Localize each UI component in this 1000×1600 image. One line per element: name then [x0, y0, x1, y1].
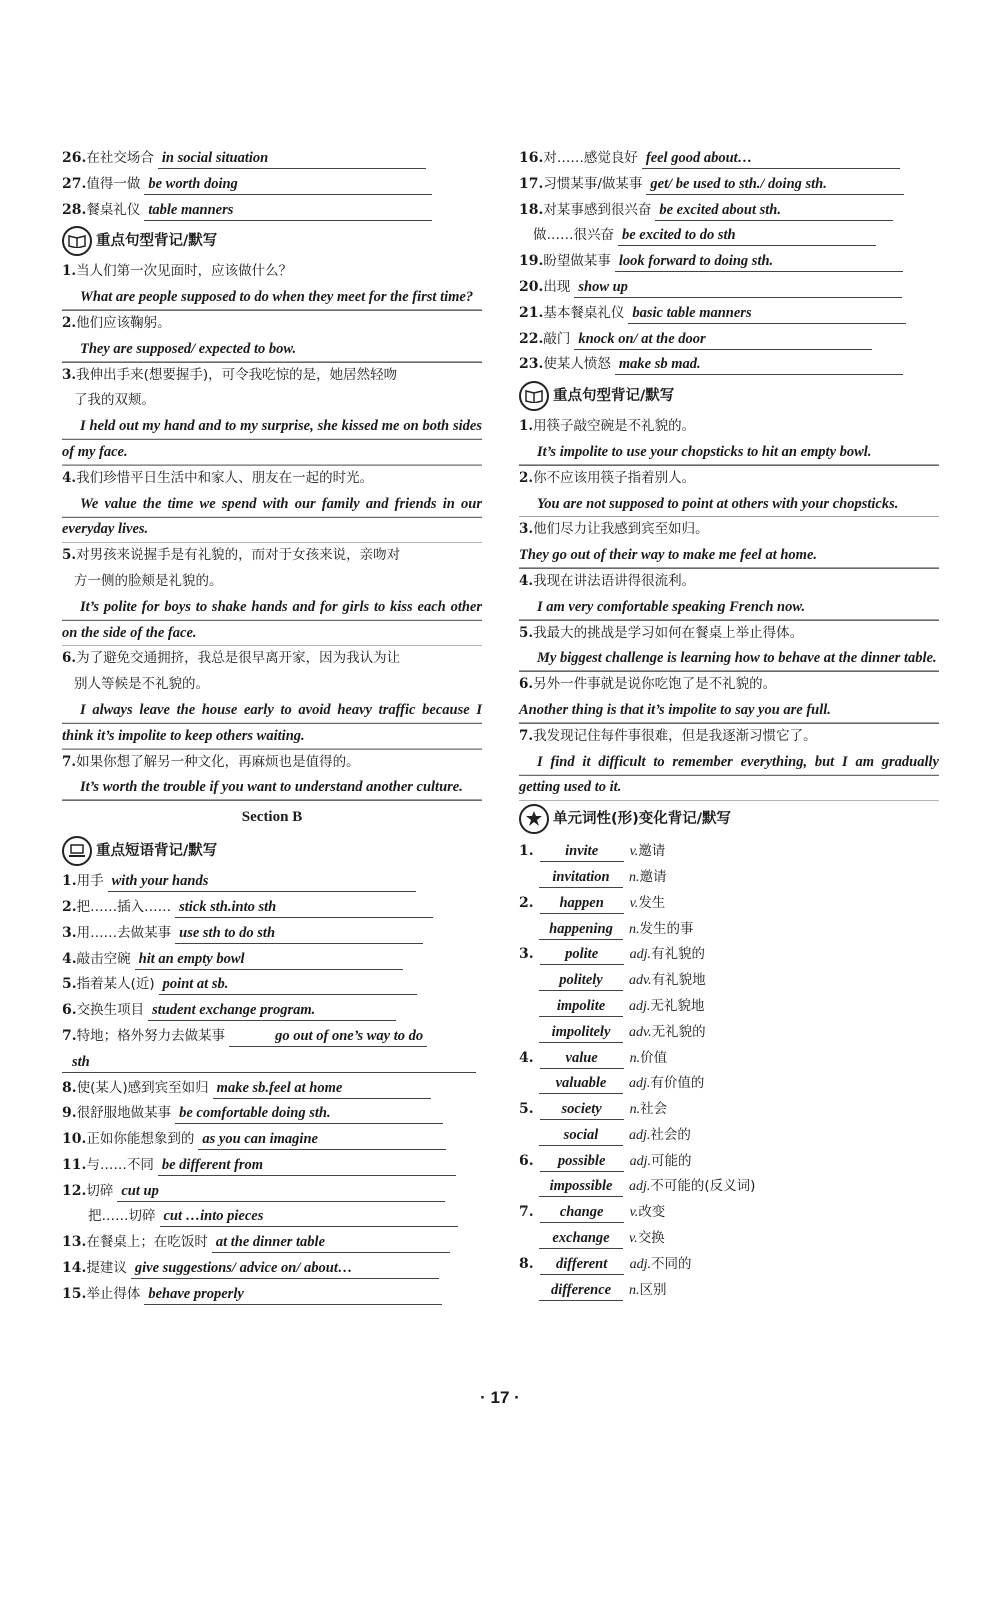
phrase-cn: 对某事感到很兴奋 — [543, 201, 652, 218]
item-number: 4. — [519, 1049, 534, 1066]
sentence-answer: They are supposed/ expected to bow. — [62, 337, 482, 363]
phrase-cn: 做……很兴奋 — [533, 227, 614, 244]
phrase-cn: 在餐桌上；在吃饭时 — [86, 1234, 208, 1251]
phrase-answer: go out of one’s way to do — [229, 1027, 427, 1047]
item-number: 3. — [62, 924, 77, 941]
phrase-line — [62, 1230, 482, 1256]
phrase-cn: 敲击空碗 — [76, 950, 131, 967]
phrase-answer: cut up — [117, 1182, 445, 1202]
sentence-cn — [62, 311, 482, 337]
phrase-line — [519, 223, 939, 249]
item-number: 6. — [519, 1152, 534, 1169]
wordform-line — [519, 994, 939, 1020]
sentence-cn-line: 我最大的挑战是学习如何在餐桌上举止得体。 — [533, 624, 804, 641]
section-b-title: Section B — [241, 809, 303, 826]
star-burst-icon — [519, 804, 549, 834]
phrases-b-list — [62, 869, 482, 1308]
sentence-answer: I always leave the house early to avoid heavy traffic because I think it’s impolite to keep others waiting. — [62, 698, 482, 750]
wordform-line — [519, 1071, 939, 1097]
phrase-answer: cut …into pieces — [160, 1207, 458, 1227]
sentence-answer: What are people supposed to do when they meet for the first time? — [62, 285, 482, 311]
part-of-speech: v. — [629, 1231, 638, 1247]
sentence-answer: They go out of their way to make me feel at home. — [519, 543, 939, 569]
sentence-cn-line: 为了避免交通拥挤，我总是很早离开家，因为我认为让 — [76, 650, 401, 667]
wordform-cn: 改变 — [638, 1204, 666, 1221]
book-icon — [519, 381, 549, 411]
phrase-cn: 使(某人)感到宾至如归 — [76, 1079, 209, 1096]
phrase-line — [62, 146, 482, 172]
item-number: 12. — [62, 1182, 87, 1199]
phrase-cn: 盼望做某事 — [543, 253, 611, 270]
wordform-cn: 有价值的 — [650, 1075, 705, 1092]
phrases-a-list — [62, 146, 482, 223]
item-number: 27. — [62, 175, 87, 192]
item-number: 3. — [62, 366, 77, 383]
item-number: 19. — [519, 253, 544, 270]
item-number: 11. — [62, 1156, 87, 1173]
phrase-cn: 对……感觉良好 — [543, 150, 638, 166]
wordforms-heading — [519, 801, 939, 837]
phrase-line — [62, 947, 482, 973]
part-of-speech: n. — [629, 1282, 640, 1298]
wordform-line — [519, 839, 939, 865]
wordform-cn: 发生 — [638, 894, 666, 911]
sentence-item — [62, 311, 482, 363]
phrase-line — [62, 998, 482, 1024]
phrase-answer-cont: sth — [62, 1053, 476, 1073]
phrase-cn: 正如你能想象到的 — [86, 1131, 195, 1148]
phrase-cn: 与……不同 — [86, 1156, 154, 1173]
sentence-answer: It’s worth the trouble if you want to understand another culture. — [62, 775, 482, 801]
part-of-speech: adv. — [629, 973, 652, 989]
part-of-speech: adj. — [629, 1127, 651, 1143]
phrases-right-list — [519, 146, 939, 378]
phrase-answer: be excited to do sth — [618, 226, 876, 246]
sentence-cn — [62, 363, 482, 389]
sentence-cn-cont: 了我的双颊。 — [74, 392, 155, 409]
sentence-item — [62, 363, 482, 466]
wordform-answer: difference — [539, 1281, 623, 1301]
item-number: 2. — [519, 469, 534, 486]
item-number: 1. — [519, 843, 534, 860]
wordforms-list — [519, 839, 939, 1303]
wordform-line — [519, 1278, 939, 1304]
sentence-item — [519, 414, 939, 466]
wordform-cn: 邀请 — [639, 868, 667, 885]
phrase-answer: be excited about sth. — [655, 201, 893, 221]
phrase-cn: 值得一做 — [86, 175, 141, 192]
item-number: 2. — [519, 894, 534, 911]
sentence-answer: Another thing is that it’s impolite to say you are full. — [519, 698, 939, 724]
sentence-cn — [62, 466, 482, 492]
part-of-speech: n. — [629, 869, 640, 885]
wordform-line — [519, 1097, 939, 1123]
sentences-right-list — [519, 414, 939, 801]
sentence-item — [62, 466, 482, 543]
item-number: 7. — [62, 1027, 77, 1044]
wordform-answer: impolitely — [539, 1023, 623, 1043]
phrase-answer: be comfortable doing sth. — [175, 1104, 443, 1124]
phrase-cn: 很舒服地做某事 — [76, 1105, 172, 1122]
item-number: 5. — [519, 624, 534, 641]
page-number: · 17 · — [480, 1388, 520, 1407]
wordform-answer: invitation — [539, 868, 623, 888]
phrase-cn: 交换生项目 — [76, 1002, 145, 1019]
wordform-answer: value — [540, 1049, 624, 1069]
part-of-speech: n. — [629, 1050, 641, 1066]
sentence-cn — [62, 646, 482, 672]
phrase-cn: 特地；格外努力去做某事 — [76, 1027, 226, 1044]
phrase-answer: behave properly — [144, 1285, 442, 1305]
item-number: 16. — [519, 150, 544, 166]
wordform-answer: exchange — [539, 1229, 623, 1249]
phrase-line — [519, 198, 939, 224]
wordform-answer: politely — [539, 971, 623, 991]
sentence-cn-line: 另外一件事就是说你吃饱了是不礼貌的。 — [533, 676, 777, 693]
phrase-cn: 出现 — [543, 278, 571, 295]
wordform-cn: 无礼貌的 — [651, 1023, 706, 1040]
item-number: 15. — [62, 1285, 87, 1302]
wordform-line — [519, 891, 939, 917]
section-heading-text: 重点短语背记/默写 — [96, 843, 218, 860]
wordform-line — [519, 1123, 939, 1149]
phrase-line — [519, 275, 939, 301]
phrase-answer: make sb.feel at home — [213, 1079, 431, 1099]
wordform-answer: valuable — [539, 1074, 623, 1094]
item-number: 22. — [519, 330, 544, 347]
phrase-answer: hit an empty bowl — [135, 950, 403, 970]
phrase-answer: use sth to do sth — [175, 924, 423, 944]
wordform-answer: impolite — [539, 997, 623, 1017]
part-of-speech: adj. — [629, 1153, 652, 1169]
left-column — [62, 146, 482, 1308]
phrase-answer: give suggestions/ advice on/ about… — [131, 1259, 439, 1279]
phrase-answer: be different from — [158, 1156, 456, 1176]
item-number: 20. — [519, 278, 544, 295]
phrase-line — [62, 1076, 482, 1102]
wordform-cn: 不可能的(反义词) — [650, 1178, 756, 1195]
part-of-speech: n. — [629, 1102, 641, 1118]
phrase-answer: stick sth.into sth — [175, 898, 433, 918]
phrases-heading — [62, 833, 482, 869]
sentence-cn-line: 你不应该用筷子指着别人。 — [533, 469, 696, 486]
item-number: 17. — [519, 175, 544, 192]
item-number: 7. — [519, 727, 534, 744]
sentence-cn — [62, 750, 482, 776]
wordform-line — [519, 968, 939, 994]
phrase-cn: 切碎 — [86, 1182, 114, 1199]
wordform-cn: 有礼貌的 — [651, 946, 706, 963]
sentence-cn — [62, 543, 482, 569]
item-number: 4. — [519, 572, 534, 589]
part-of-speech: adj. — [629, 1179, 651, 1195]
wordform-line — [519, 1149, 939, 1175]
item-number: 4. — [62, 469, 77, 486]
wordform-cn: 不同的 — [651, 1255, 692, 1272]
phrase-answer: feel good about… — [642, 149, 900, 169]
wordform-line — [519, 942, 939, 968]
section-heading-text: 重点句型背记/默写 — [96, 233, 218, 250]
wordform-answer: possible — [540, 1152, 624, 1172]
item-number: 9. — [62, 1105, 77, 1122]
wordform-answer: society — [540, 1100, 624, 1120]
book-icon — [62, 226, 92, 256]
phrase-answer: student exchange program. — [148, 1001, 396, 1021]
item-number: 7. — [62, 753, 77, 770]
phrase-line — [519, 327, 939, 353]
item-number: 3. — [519, 946, 534, 963]
sentence-answer: It’s impolite to use your chopsticks to hit an empty bowl. — [519, 440, 939, 466]
wordform-cn: 交换 — [637, 1230, 665, 1247]
sentence-cn — [62, 259, 482, 285]
item-number: 5. — [519, 1101, 534, 1118]
item-number: 14. — [62, 1260, 87, 1277]
sentence-cn-line: 他们应该鞠躬。 — [76, 314, 171, 331]
item-number: 4. — [62, 950, 77, 967]
phrase-cn: 指着某人(近) — [76, 976, 155, 993]
phrase-line — [519, 172, 939, 198]
part-of-speech: adj. — [629, 998, 651, 1014]
sentence-answer: We value the time we spend with our family and friends in our everyday lives. — [62, 492, 482, 544]
sentences-left-list — [62, 259, 482, 801]
phrase-answer: at the dinner table — [212, 1233, 450, 1253]
sentence-item — [62, 750, 482, 802]
item-number: 6. — [62, 650, 77, 667]
part-of-speech: adj. — [629, 1256, 652, 1272]
phrase-cn: 使某人愤怒 — [543, 356, 611, 373]
phrase-answer: make sb mad. — [615, 355, 903, 375]
wordform-line — [519, 1020, 939, 1046]
item-number: 2. — [62, 314, 77, 331]
phrase-answer: basic table manners — [628, 304, 906, 324]
sentences-heading-right — [519, 378, 939, 414]
sentence-cn — [519, 517, 939, 543]
phrase-cn: 餐桌礼仪 — [86, 201, 141, 218]
phrase-answer: table manners — [144, 201, 432, 221]
phrase-cn: 把……插入…… — [76, 898, 172, 915]
phrase-line — [62, 972, 482, 998]
right-column — [519, 146, 939, 1303]
phrase-line-cont — [62, 1050, 482, 1076]
sentence-cn-line: 用筷子敲空碗是不礼貌的。 — [533, 418, 696, 435]
phrase-line — [62, 1179, 482, 1205]
item-number: 18. — [519, 201, 544, 218]
sentence-cn-line: 如果你想了解另一种文化，再麻烦也是值得的。 — [76, 753, 360, 770]
wordform-line — [519, 865, 939, 891]
wordform-answer: polite — [540, 945, 624, 965]
sentence-answer: I held out my hand and to my surprise, she kissed me on both sides of my face. — [62, 414, 482, 466]
sentence-cn — [519, 414, 939, 440]
sentence-cn — [519, 569, 939, 595]
wordform-cn: 可能的 — [651, 1152, 692, 1169]
phrase-answer: in social situation — [158, 149, 426, 169]
wordform-cn: 邀请 — [638, 843, 666, 860]
phrase-line — [62, 1256, 482, 1282]
phrase-answer: get/ be used to sth./ doing sth. — [646, 175, 904, 195]
sentence-cn-cont: 方一侧的脸颊是礼貌的。 — [74, 572, 223, 589]
item-number: 1. — [62, 873, 77, 890]
phrase-cn: 用手 — [76, 873, 104, 890]
item-number: 13. — [62, 1234, 87, 1251]
phrase-line — [62, 1282, 482, 1308]
phrase-cn: 敲门 — [543, 330, 571, 347]
wordform-cn: 有礼貌地 — [651, 972, 706, 989]
sentence-cn-line: 我伸出手来(想要握手)，可令我吃惊的是，她居然轻吻 — [76, 366, 398, 383]
wordform-answer: change — [540, 1203, 624, 1223]
phrase-line — [519, 249, 939, 275]
laptop-icon — [62, 836, 92, 866]
wordform-line — [519, 1252, 939, 1278]
wordform-cn: 区别 — [639, 1281, 667, 1298]
phrase-cn: 在社交场合 — [86, 150, 154, 166]
section-heading-text: 重点句型背记/默写 — [553, 388, 675, 405]
wordform-answer: social — [539, 1126, 623, 1146]
item-number: 3. — [519, 521, 534, 538]
phrase-line — [519, 352, 939, 378]
sentences-heading-left — [62, 223, 482, 259]
phrase-cn: 基本餐桌礼仪 — [543, 304, 625, 321]
sentence-cn-line: 对男孩来说握手是有礼貌的，而对于女孩来说，亲吻对 — [76, 547, 401, 564]
sentence-cn-line: 他们尽力让我感到宾至如归。 — [533, 521, 709, 538]
phrase-answer: look forward to doing sth. — [615, 252, 903, 272]
wordform-cn: 发生的事 — [639, 920, 694, 937]
phrase-answer: show up — [574, 278, 902, 298]
item-number: 1. — [62, 263, 77, 280]
sentence-cn-line: 我发现记住每件事很难，但是我逐渐习惯它了。 — [533, 727, 817, 744]
wordform-line — [519, 1226, 939, 1252]
sentence-cn-cont: 别人等候是不礼貌的。 — [74, 676, 209, 693]
sentence-cn — [519, 672, 939, 698]
item-number: 10. — [62, 1131, 87, 1148]
sentence-item — [519, 466, 939, 518]
sentence-cn-line: 当人们第一次见面时，应该做什么？ — [76, 263, 293, 280]
item-number: 1. — [519, 418, 534, 435]
sentence-answer: I am very comfortable speaking French now. — [519, 595, 939, 621]
sentence-answer: It’s polite for boys to shake hands and for girls to kiss each other on the side of the face. — [62, 595, 482, 647]
sentence-item — [62, 259, 482, 311]
sentence-cn — [519, 621, 939, 647]
sentence-item — [519, 621, 939, 673]
wordform-line — [519, 917, 939, 943]
phrase-cn: 把……切碎 — [88, 1208, 156, 1225]
phrase-line — [519, 146, 939, 172]
sentence-item — [519, 724, 939, 801]
item-number: 5. — [62, 976, 77, 993]
part-of-speech: v. — [629, 844, 639, 860]
phrase-answer: as you can imagine — [198, 1130, 446, 1150]
sentence-item — [62, 646, 482, 749]
part-of-speech: adj. — [629, 947, 652, 963]
sentence-item — [62, 543, 482, 646]
phrase-cn: 提建议 — [86, 1260, 127, 1277]
phrase-line — [62, 1024, 482, 1050]
item-number: 5. — [62, 547, 77, 564]
phrase-line — [62, 921, 482, 947]
sentence-cn — [519, 724, 939, 750]
wordform-answer: different — [540, 1255, 624, 1275]
wordform-line — [519, 1046, 939, 1072]
wordform-answer: invite — [540, 842, 624, 862]
section-heading-text: 单元词性(形)变化背记/默写 — [553, 811, 732, 828]
phrase-answer: point at sb. — [159, 975, 417, 995]
phrase-line — [62, 198, 482, 224]
item-number: 6. — [519, 676, 534, 693]
sentence-answer: My biggest challenge is learning how to behave at the dinner table. — [519, 646, 939, 672]
sentence-item — [519, 569, 939, 621]
wordform-line — [519, 1200, 939, 1226]
sentence-item — [519, 672, 939, 724]
phrase-line — [62, 172, 482, 198]
phrase-line — [62, 1127, 482, 1153]
sentence-item — [519, 517, 939, 569]
wordform-cn: 社会 — [640, 1101, 668, 1118]
phrase-line — [62, 869, 482, 895]
item-number: 6. — [62, 1002, 77, 1019]
item-number: 26. — [62, 150, 87, 166]
wordform-answer: happening — [539, 920, 623, 940]
item-number: 7. — [519, 1204, 534, 1221]
item-number: 28. — [62, 201, 87, 218]
wordform-cn: 社会的 — [650, 1126, 691, 1143]
part-of-speech: adv. — [629, 1024, 652, 1040]
sentence-answer: I find it difficult to remember everything, but I am gradually getting used to it. — [519, 750, 939, 802]
item-number: 8. — [519, 1255, 534, 1272]
phrase-cn: 举止得体 — [86, 1285, 141, 1302]
item-number: 21. — [519, 304, 544, 321]
phrase-line — [62, 1153, 482, 1179]
wordform-cn: 价值 — [640, 1049, 668, 1066]
phrase-answer: with your hands — [108, 872, 416, 892]
item-number: 8. — [62, 1079, 77, 1096]
part-of-speech: n. — [629, 921, 640, 937]
part-of-speech: adj. — [629, 1076, 651, 1092]
part-of-speech: v. — [629, 895, 639, 911]
item-number: 2. — [62, 898, 77, 915]
part-of-speech: v. — [629, 1205, 639, 1221]
phrase-cn: 用……去做某事 — [76, 924, 172, 941]
phrase-answer: knock on/ at the door — [574, 330, 872, 350]
phrase-line — [62, 1204, 482, 1230]
sentence-cn-line: 我们珍惜平日生活中和家人、朋友在一起的时光。 — [76, 469, 374, 486]
sentence-answer: You are not supposed to point at others with your chopsticks. — [519, 492, 939, 518]
wordform-line — [519, 1174, 939, 1200]
phrase-cn: 习惯某事/做某事 — [543, 175, 643, 192]
phrase-line — [519, 301, 939, 327]
phrase-line — [62, 895, 482, 921]
phrase-answer: be worth doing — [144, 175, 432, 195]
sentence-cn-line: 我现在讲法语讲得很流利。 — [533, 572, 696, 589]
wordform-cn: 无礼貌地 — [650, 997, 705, 1014]
wordform-answer: impossible — [539, 1177, 623, 1197]
sentence-cn — [519, 466, 939, 492]
item-number: 23. — [519, 356, 544, 373]
phrase-line — [62, 1101, 482, 1127]
wordform-answer: happen — [540, 894, 624, 914]
